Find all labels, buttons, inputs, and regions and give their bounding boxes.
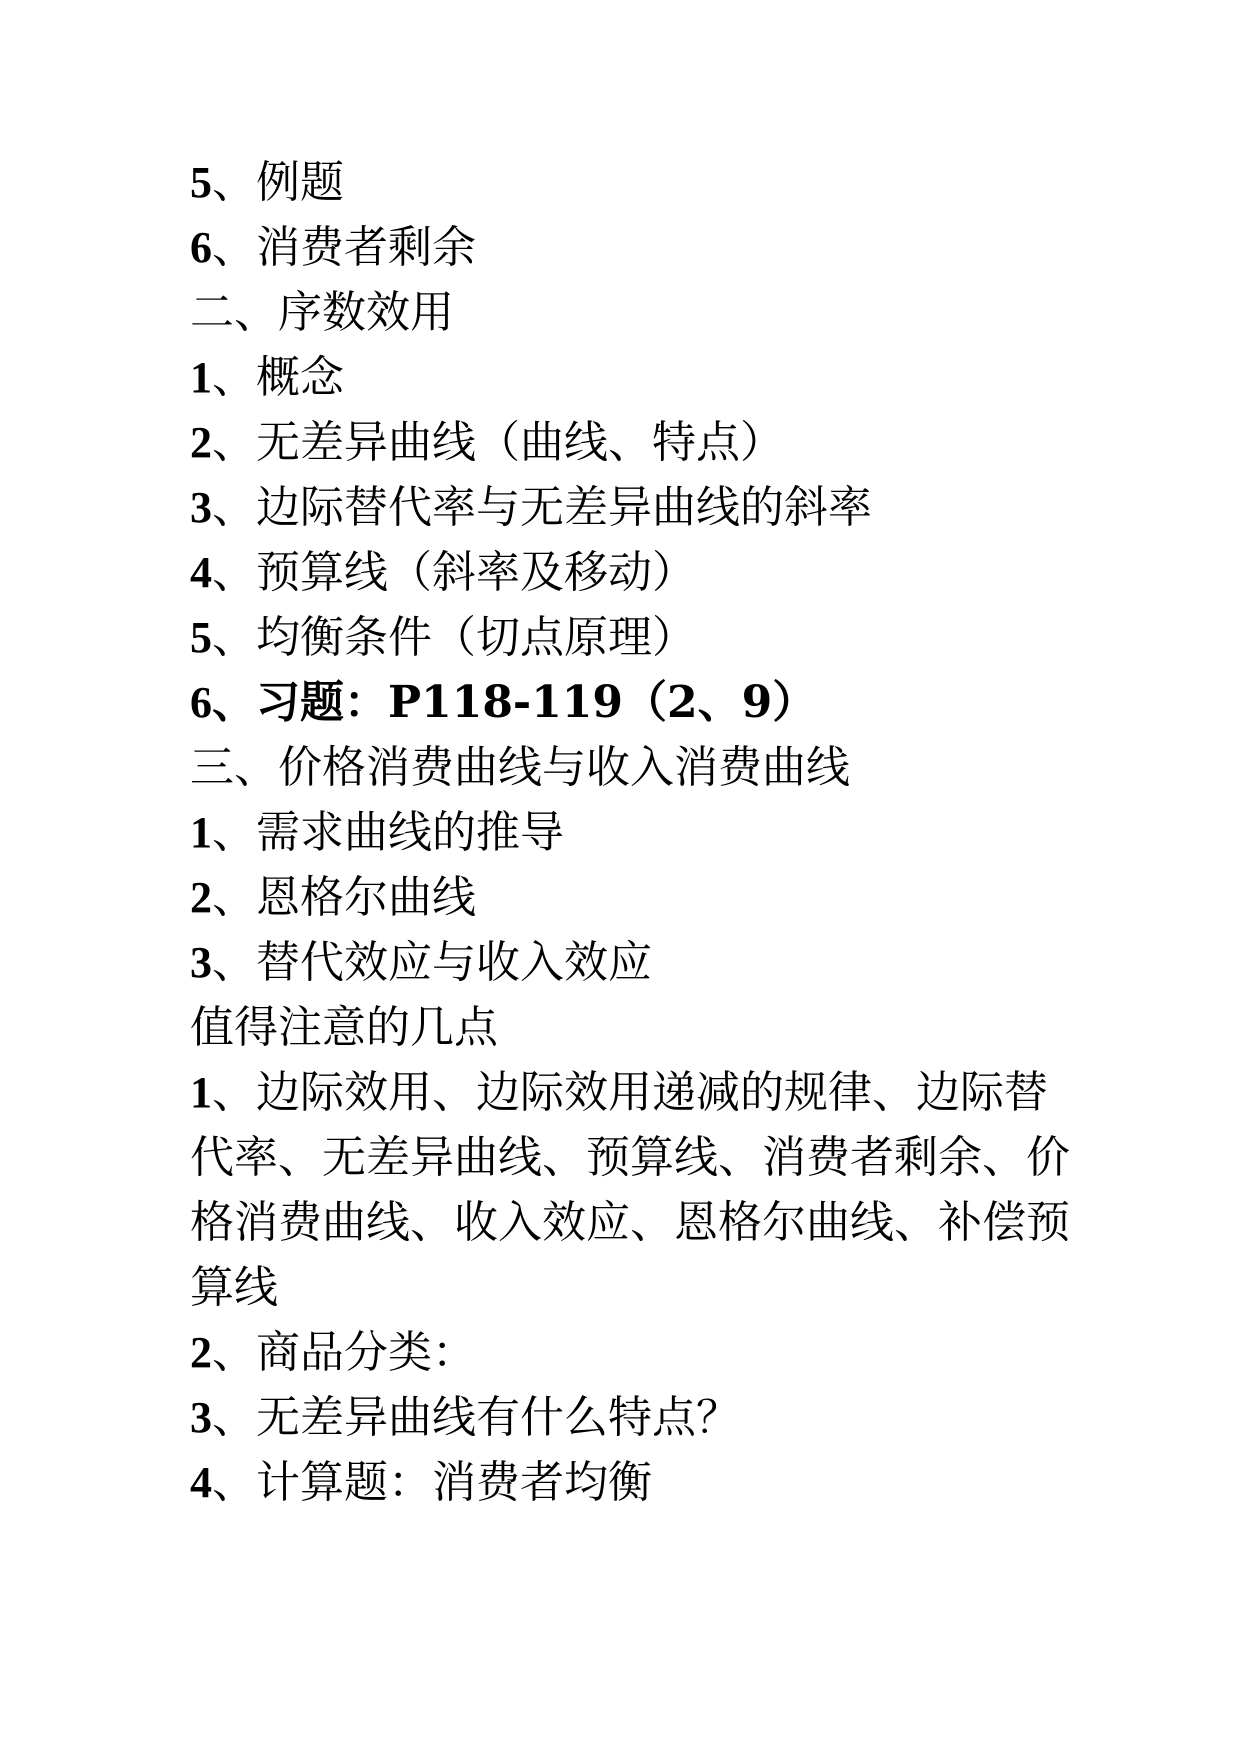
item-number: 2	[190, 1328, 212, 1377]
section-heading	[190, 735, 1070, 800]
list-item	[190, 800, 1070, 865]
item-text: 、概念	[212, 352, 344, 403]
item-text: 、边际效用、边际效用递减的规律、边际替代率、无差异曲线、预算线、消费者剩余、价格消费曲线、收入效应、恩格尔曲线、补偿预算线	[190, 1067, 1070, 1313]
item-text: 、需求曲线的推导	[212, 807, 564, 858]
list-item	[190, 215, 1070, 280]
item-number: 2	[190, 873, 212, 922]
item-text: 、均衡条件（切点原理）	[212, 612, 696, 663]
item-number: 6	[190, 678, 212, 727]
item-text: 、无差异曲线有什么特点？	[212, 1392, 740, 1443]
item-number: 4	[190, 548, 212, 597]
item-text: 、商品分类：	[212, 1327, 476, 1378]
list-item	[190, 605, 1070, 670]
item-text: 、习题：P118-119（2、9）	[212, 677, 817, 728]
list-item	[190, 345, 1070, 410]
heading-text: 三、价格消费曲线与收入消费曲线	[190, 742, 850, 793]
list-item	[190, 1060, 1070, 1320]
section-heading	[190, 995, 1070, 1060]
list-item	[190, 410, 1070, 475]
list-item	[190, 1385, 1070, 1450]
item-number: 1	[190, 808, 212, 857]
item-text: 、例题	[212, 157, 344, 208]
item-number: 3	[190, 938, 212, 987]
item-number: 1	[190, 353, 212, 402]
list-item	[190, 670, 1070, 735]
list-item	[190, 1450, 1070, 1515]
heading-text: 二、序数效用	[190, 287, 454, 338]
item-number: 5	[190, 613, 212, 662]
item-number: 3	[190, 1393, 212, 1442]
item-text: 、边际替代率与无差异曲线的斜率	[212, 482, 872, 533]
item-text: 、替代效应与收入效应	[212, 937, 652, 988]
item-text: 、恩格尔曲线	[212, 872, 476, 923]
item-number: 1	[190, 1068, 212, 1117]
section-heading	[190, 280, 1070, 345]
item-number: 2	[190, 418, 212, 467]
list-item	[190, 540, 1070, 605]
item-text: 、无差异曲线（曲线、特点）	[212, 417, 784, 468]
list-item	[190, 150, 1070, 215]
item-text: 、计算题：消费者均衡	[212, 1457, 652, 1508]
list-item	[190, 475, 1070, 540]
heading-text: 值得注意的几点	[190, 1002, 498, 1053]
item-number: 3	[190, 483, 212, 532]
document-body	[190, 150, 1070, 1515]
item-number: 5	[190, 158, 212, 207]
list-item	[190, 930, 1070, 995]
list-item	[190, 865, 1070, 930]
item-number: 4	[190, 1458, 212, 1507]
item-number: 6	[190, 223, 212, 272]
item-text: 、消费者剩余	[212, 222, 476, 273]
item-text: 、预算线（斜率及移动）	[212, 547, 696, 598]
list-item	[190, 1320, 1070, 1385]
